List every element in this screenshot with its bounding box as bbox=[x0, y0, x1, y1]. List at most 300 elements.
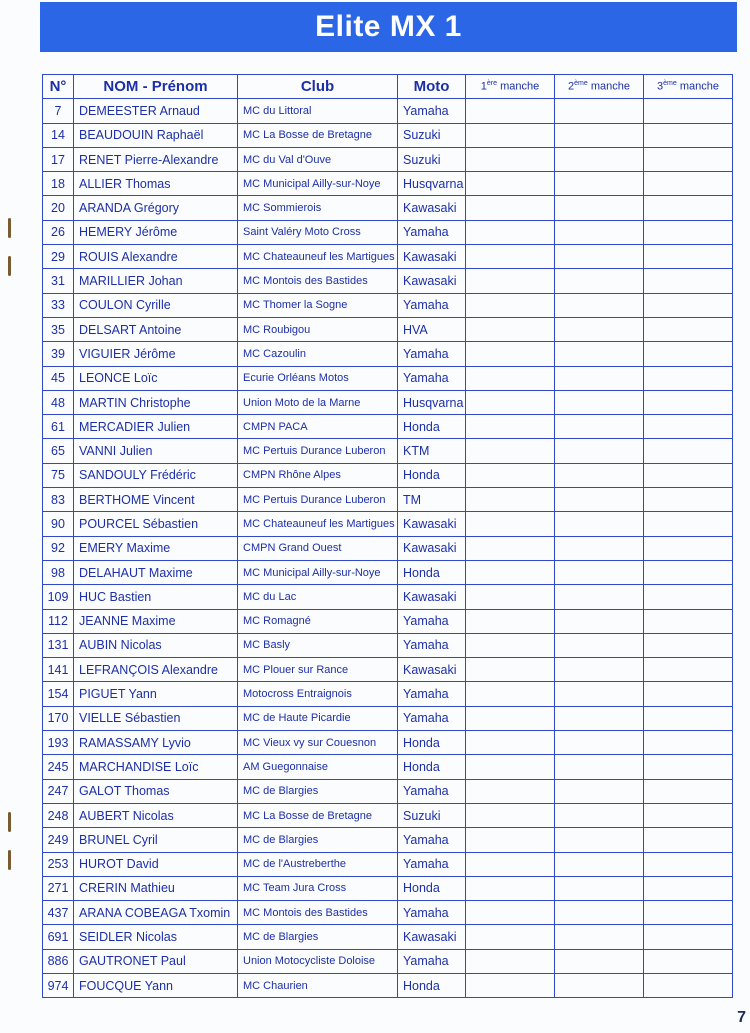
rider-moto: Yamaha bbox=[398, 682, 466, 706]
manche-3-cell bbox=[644, 245, 733, 269]
rider-number: 75 bbox=[43, 463, 74, 487]
manche-2-cell bbox=[555, 609, 644, 633]
manche-3-cell bbox=[644, 973, 733, 997]
rider-name: MERCADIER Julien bbox=[74, 415, 238, 439]
table-row bbox=[43, 317, 733, 341]
table-row bbox=[43, 973, 733, 997]
rider-name: ALLIER Thomas bbox=[74, 172, 238, 196]
rider-club: MC Chaurien bbox=[238, 973, 398, 997]
rider-moto: Kawasaki bbox=[398, 925, 466, 949]
header-number: N° bbox=[43, 75, 74, 99]
rider-moto: Husqvarna bbox=[398, 390, 466, 414]
rider-number: 7 bbox=[43, 99, 74, 123]
rider-moto: Yamaha bbox=[398, 852, 466, 876]
manche-3-cell bbox=[644, 390, 733, 414]
manche-1-cell bbox=[466, 706, 555, 730]
rider-moto: Kawasaki bbox=[398, 536, 466, 560]
manche-3-cell bbox=[644, 949, 733, 973]
rider-club: MC Chateauneuf les Martigues bbox=[238, 245, 398, 269]
table-row bbox=[43, 682, 733, 706]
binding-mark bbox=[8, 256, 11, 276]
rider-moto: Honda bbox=[398, 463, 466, 487]
manche-2-cell bbox=[555, 901, 644, 925]
manche-1-cell bbox=[466, 973, 555, 997]
manche-2-cell bbox=[555, 658, 644, 682]
manche-3-cell bbox=[644, 317, 733, 341]
manche-1-cell bbox=[466, 123, 555, 147]
manche-1-cell bbox=[466, 731, 555, 755]
rider-club: CMPN Rhône Alpes bbox=[238, 463, 398, 487]
rider-name: BEAUDOUIN Raphaël bbox=[74, 123, 238, 147]
rider-moto: Honda bbox=[398, 560, 466, 584]
manche-3-cell bbox=[644, 488, 733, 512]
rider-club: MC du Val d'Ouve bbox=[238, 147, 398, 171]
manche-1-cell bbox=[466, 901, 555, 925]
manche-2-cell bbox=[555, 269, 644, 293]
manche-3-cell bbox=[644, 342, 733, 366]
rider-moto: Yamaha bbox=[398, 633, 466, 657]
rider-name: GAUTRONET Paul bbox=[74, 949, 238, 973]
rider-number: 31 bbox=[43, 269, 74, 293]
manche-3-cell bbox=[644, 196, 733, 220]
manche-3-cell bbox=[644, 876, 733, 900]
rider-moto: Suzuki bbox=[398, 147, 466, 171]
manche-2-cell bbox=[555, 220, 644, 244]
rider-name: LEONCE Loïc bbox=[74, 366, 238, 390]
rider-moto: Yamaha bbox=[398, 342, 466, 366]
rider-name: DELSART Antoine bbox=[74, 317, 238, 341]
manche-1-cell bbox=[466, 196, 555, 220]
manche-1-cell bbox=[466, 342, 555, 366]
rider-name: VANNI Julien bbox=[74, 439, 238, 463]
rider-club: CMPN PACA bbox=[238, 415, 398, 439]
rider-number: 245 bbox=[43, 755, 74, 779]
rider-number: 48 bbox=[43, 390, 74, 414]
manche-3-cell bbox=[644, 779, 733, 803]
rider-name: BRUNEL Cyril bbox=[74, 828, 238, 852]
manche-1-cell bbox=[466, 463, 555, 487]
header-row bbox=[43, 75, 733, 99]
rider-club: CMPN Grand Ouest bbox=[238, 536, 398, 560]
manche-1-cell bbox=[466, 390, 555, 414]
table-row bbox=[43, 901, 733, 925]
rider-moto: Yamaha bbox=[398, 220, 466, 244]
manche-1-cell bbox=[466, 779, 555, 803]
rider-name: COULON Cyrille bbox=[74, 293, 238, 317]
table-row bbox=[43, 269, 733, 293]
rider-number: 691 bbox=[43, 925, 74, 949]
rider-number: 90 bbox=[43, 512, 74, 536]
manche-2-cell bbox=[555, 706, 644, 730]
table-row bbox=[43, 488, 733, 512]
rider-club: MC Vieux vy sur Couesnon bbox=[238, 731, 398, 755]
manche-3-cell bbox=[644, 463, 733, 487]
rider-name: VIGUIER Jérôme bbox=[74, 342, 238, 366]
table-row bbox=[43, 245, 733, 269]
rider-number: 109 bbox=[43, 585, 74, 609]
manche-3-cell bbox=[644, 803, 733, 827]
manche-3-cell bbox=[644, 220, 733, 244]
rider-moto: Honda bbox=[398, 876, 466, 900]
table-row bbox=[43, 439, 733, 463]
manche-2-cell bbox=[555, 755, 644, 779]
table-row bbox=[43, 828, 733, 852]
table-row bbox=[43, 147, 733, 171]
manche-3-cell bbox=[644, 512, 733, 536]
manche-2-cell bbox=[555, 99, 644, 123]
table-row bbox=[43, 633, 733, 657]
manche-2-cell bbox=[555, 731, 644, 755]
rider-club: Ecurie Orléans Motos bbox=[238, 366, 398, 390]
rider-number: 271 bbox=[43, 876, 74, 900]
manche-1-cell bbox=[466, 852, 555, 876]
manche-3-cell bbox=[644, 828, 733, 852]
rider-moto: Yamaha bbox=[398, 99, 466, 123]
rider-moto: Yamaha bbox=[398, 901, 466, 925]
rider-number: 437 bbox=[43, 901, 74, 925]
rider-club: MC La Bosse de Bretagne bbox=[238, 123, 398, 147]
table-row bbox=[43, 658, 733, 682]
table-row bbox=[43, 220, 733, 244]
manche-3-cell bbox=[644, 269, 733, 293]
entry-list-table bbox=[42, 74, 733, 998]
binding-mark bbox=[8, 218, 11, 238]
header-manche-1: 1ère manche bbox=[466, 75, 555, 99]
rider-club: MC Pertuis Durance Luberon bbox=[238, 439, 398, 463]
binding-mark bbox=[8, 812, 11, 832]
manche-1-cell bbox=[466, 949, 555, 973]
rider-club: MC Sommierois bbox=[238, 196, 398, 220]
manche-2-cell bbox=[555, 536, 644, 560]
page-number: 7 bbox=[737, 1009, 746, 1026]
rider-club: MC La Bosse de Bretagne bbox=[238, 803, 398, 827]
table-row bbox=[43, 342, 733, 366]
rider-name: DEMEESTER Arnaud bbox=[74, 99, 238, 123]
rider-number: 20 bbox=[43, 196, 74, 220]
manche-3-cell bbox=[644, 366, 733, 390]
rider-number: 33 bbox=[43, 293, 74, 317]
manche-2-cell bbox=[555, 560, 644, 584]
manche-2-cell bbox=[555, 682, 644, 706]
manche-1-cell bbox=[466, 803, 555, 827]
rider-moto: Suzuki bbox=[398, 123, 466, 147]
manche-3-cell bbox=[644, 755, 733, 779]
rider-moto: Kawasaki bbox=[398, 269, 466, 293]
rider-name: POURCEL Sébastien bbox=[74, 512, 238, 536]
table-row bbox=[43, 925, 733, 949]
page-title: Elite MX 1 bbox=[315, 10, 462, 43]
rider-club: Union Motocycliste Doloise bbox=[238, 949, 398, 973]
manche-3-cell bbox=[644, 925, 733, 949]
rider-number: 247 bbox=[43, 779, 74, 803]
rider-name: HEMERY Jérôme bbox=[74, 220, 238, 244]
rider-moto: Honda bbox=[398, 755, 466, 779]
manche-2-cell bbox=[555, 245, 644, 269]
manche-1-cell bbox=[466, 828, 555, 852]
rider-name: CRERIN Mathieu bbox=[74, 876, 238, 900]
rider-number: 14 bbox=[43, 123, 74, 147]
manche-3-cell bbox=[644, 682, 733, 706]
manche-2-cell bbox=[555, 172, 644, 196]
table-row bbox=[43, 706, 733, 730]
rider-moto: Honda bbox=[398, 731, 466, 755]
manche-1-cell bbox=[466, 925, 555, 949]
manche-1-cell bbox=[466, 172, 555, 196]
table-row bbox=[43, 536, 733, 560]
manche-1-cell bbox=[466, 512, 555, 536]
manche-2-cell bbox=[555, 293, 644, 317]
table-row bbox=[43, 415, 733, 439]
rider-number: 170 bbox=[43, 706, 74, 730]
rider-number: 154 bbox=[43, 682, 74, 706]
manche-3-cell bbox=[644, 147, 733, 171]
binding-mark bbox=[8, 850, 11, 870]
rider-club: AM Guegonnaise bbox=[238, 755, 398, 779]
manche-3-cell bbox=[644, 633, 733, 657]
table-row bbox=[43, 731, 733, 755]
manche-2-cell bbox=[555, 828, 644, 852]
rider-club: MC Cazoulin bbox=[238, 342, 398, 366]
rider-number: 253 bbox=[43, 852, 74, 876]
manche-1-cell bbox=[466, 293, 555, 317]
rider-name: AUBERT Nicolas bbox=[74, 803, 238, 827]
manche-3-cell bbox=[644, 439, 733, 463]
manche-3-cell bbox=[644, 415, 733, 439]
rider-moto: Kawasaki bbox=[398, 196, 466, 220]
manche-2-cell bbox=[555, 415, 644, 439]
table-row bbox=[43, 803, 733, 827]
rider-club: MC Municipal Ailly-sur-Noye bbox=[238, 560, 398, 584]
manche-1-cell bbox=[466, 755, 555, 779]
manche-2-cell bbox=[555, 342, 644, 366]
rider-club: MC du Littoral bbox=[238, 99, 398, 123]
rider-name: MARTIN Christophe bbox=[74, 390, 238, 414]
manche-3-cell bbox=[644, 99, 733, 123]
rider-club: Motocross Entraignois bbox=[238, 682, 398, 706]
header-name: NOM - Prénom bbox=[74, 75, 238, 99]
rider-number: 112 bbox=[43, 609, 74, 633]
manche-2-cell bbox=[555, 803, 644, 827]
manche-3-cell bbox=[644, 706, 733, 730]
rider-moto: Yamaha bbox=[398, 828, 466, 852]
manche-3-cell bbox=[644, 731, 733, 755]
rider-number: 29 bbox=[43, 245, 74, 269]
rider-name: ARANA COBEAGA Txomin bbox=[74, 901, 238, 925]
table-row bbox=[43, 463, 733, 487]
table-row bbox=[43, 876, 733, 900]
rider-moto: KTM bbox=[398, 439, 466, 463]
rider-club: Union Moto de la Marne bbox=[238, 390, 398, 414]
rider-moto: Suzuki bbox=[398, 803, 466, 827]
table-row bbox=[43, 609, 733, 633]
rider-moto: Yamaha bbox=[398, 706, 466, 730]
rider-number: 39 bbox=[43, 342, 74, 366]
rider-name: LEFRANÇOIS Alexandre bbox=[74, 658, 238, 682]
rider-name: JEANNE Maxime bbox=[74, 609, 238, 633]
manche-1-cell bbox=[466, 488, 555, 512]
manche-1-cell bbox=[466, 536, 555, 560]
manche-3-cell bbox=[644, 658, 733, 682]
rider-club: MC Basly bbox=[238, 633, 398, 657]
rider-moto: Honda bbox=[398, 973, 466, 997]
rider-name: RAMASSAMY Lyvio bbox=[74, 731, 238, 755]
manche-3-cell bbox=[644, 585, 733, 609]
rider-club: MC Romagné bbox=[238, 609, 398, 633]
manche-2-cell bbox=[555, 585, 644, 609]
title-banner bbox=[40, 2, 737, 52]
table-row bbox=[43, 779, 733, 803]
manche-2-cell bbox=[555, 390, 644, 414]
rider-moto: Honda bbox=[398, 415, 466, 439]
manche-1-cell bbox=[466, 609, 555, 633]
rider-name: HUC Bastien bbox=[74, 585, 238, 609]
manche-2-cell bbox=[555, 876, 644, 900]
rider-name: MARILLIER Johan bbox=[74, 269, 238, 293]
table-row bbox=[43, 755, 733, 779]
manche-1-cell bbox=[466, 633, 555, 657]
table-row bbox=[43, 560, 733, 584]
rider-club: MC Pertuis Durance Luberon bbox=[238, 488, 398, 512]
rider-club: MC Team Jura Cross bbox=[238, 876, 398, 900]
manche-2-cell bbox=[555, 925, 644, 949]
rider-number: 18 bbox=[43, 172, 74, 196]
manche-1-cell bbox=[466, 147, 555, 171]
table-row bbox=[43, 390, 733, 414]
rider-moto: Yamaha bbox=[398, 949, 466, 973]
manche-2-cell bbox=[555, 779, 644, 803]
rider-club: MC de l'Austreberthe bbox=[238, 852, 398, 876]
manche-1-cell bbox=[466, 366, 555, 390]
rider-name: GALOT Thomas bbox=[74, 779, 238, 803]
rider-club: MC de Blargies bbox=[238, 779, 398, 803]
rider-moto: Kawasaki bbox=[398, 585, 466, 609]
table-row bbox=[43, 99, 733, 123]
rider-name: BERTHOME Vincent bbox=[74, 488, 238, 512]
manche-2-cell bbox=[555, 123, 644, 147]
manche-1-cell bbox=[466, 245, 555, 269]
rider-name: AUBIN Nicolas bbox=[74, 633, 238, 657]
rider-name: FOUCQUE Yann bbox=[74, 973, 238, 997]
rider-club: MC de Haute Picardie bbox=[238, 706, 398, 730]
rider-moto: Yamaha bbox=[398, 366, 466, 390]
rider-club: MC du Lac bbox=[238, 585, 398, 609]
rider-number: 26 bbox=[43, 220, 74, 244]
rider-club: Saint Valéry Moto Cross bbox=[238, 220, 398, 244]
manche-3-cell bbox=[644, 852, 733, 876]
manche-1-cell bbox=[466, 585, 555, 609]
rider-club: MC Plouer sur Rance bbox=[238, 658, 398, 682]
manche-2-cell bbox=[555, 488, 644, 512]
manche-1-cell bbox=[466, 560, 555, 584]
header-manche-3: 3ème manche bbox=[644, 75, 733, 99]
rider-number: 92 bbox=[43, 536, 74, 560]
table-row bbox=[43, 852, 733, 876]
rider-club: MC Thomer la Sogne bbox=[238, 293, 398, 317]
rider-name: EMERY Maxime bbox=[74, 536, 238, 560]
rider-moto: Kawasaki bbox=[398, 245, 466, 269]
manche-3-cell bbox=[644, 560, 733, 584]
manche-3-cell bbox=[644, 536, 733, 560]
manche-2-cell bbox=[555, 852, 644, 876]
rider-number: 65 bbox=[43, 439, 74, 463]
manche-1-cell bbox=[466, 220, 555, 244]
table-row bbox=[43, 293, 733, 317]
rider-moto: Yamaha bbox=[398, 779, 466, 803]
rider-number: 98 bbox=[43, 560, 74, 584]
manche-2-cell bbox=[555, 463, 644, 487]
table-row bbox=[43, 123, 733, 147]
rider-moto: TM bbox=[398, 488, 466, 512]
rider-number: 35 bbox=[43, 317, 74, 341]
rider-name: HUROT David bbox=[74, 852, 238, 876]
manche-1-cell bbox=[466, 439, 555, 463]
rider-moto: Husqvarna bbox=[398, 172, 466, 196]
rider-moto: Kawasaki bbox=[398, 512, 466, 536]
rider-moto: Yamaha bbox=[398, 293, 466, 317]
rider-club: MC Montois des Bastides bbox=[238, 901, 398, 925]
manche-1-cell bbox=[466, 99, 555, 123]
table-row bbox=[43, 949, 733, 973]
manche-2-cell bbox=[555, 633, 644, 657]
rider-number: 249 bbox=[43, 828, 74, 852]
manche-3-cell bbox=[644, 293, 733, 317]
rider-number: 17 bbox=[43, 147, 74, 171]
rider-club: MC Roubigou bbox=[238, 317, 398, 341]
manche-1-cell bbox=[466, 682, 555, 706]
rider-club: MC de Blargies bbox=[238, 828, 398, 852]
table-row bbox=[43, 512, 733, 536]
table-row bbox=[43, 172, 733, 196]
rider-club: MC de Blargies bbox=[238, 925, 398, 949]
header-club: Club bbox=[238, 75, 398, 99]
rider-number: 886 bbox=[43, 949, 74, 973]
rider-name: PIGUET Yann bbox=[74, 682, 238, 706]
manche-1-cell bbox=[466, 658, 555, 682]
header-moto: Moto bbox=[398, 75, 466, 99]
manche-1-cell bbox=[466, 415, 555, 439]
rider-name: MARCHANDISE Loïc bbox=[74, 755, 238, 779]
rider-name: RENET Pierre-Alexandre bbox=[74, 147, 238, 171]
manche-2-cell bbox=[555, 512, 644, 536]
manche-3-cell bbox=[644, 123, 733, 147]
manche-2-cell bbox=[555, 973, 644, 997]
rider-number: 83 bbox=[43, 488, 74, 512]
manche-3-cell bbox=[644, 609, 733, 633]
rider-number: 248 bbox=[43, 803, 74, 827]
manche-2-cell bbox=[555, 317, 644, 341]
header-manche-2: 2ème manche bbox=[555, 75, 644, 99]
manche-2-cell bbox=[555, 949, 644, 973]
manche-2-cell bbox=[555, 366, 644, 390]
manche-3-cell bbox=[644, 172, 733, 196]
rider-moto: Yamaha bbox=[398, 609, 466, 633]
manche-2-cell bbox=[555, 147, 644, 171]
rider-club: MC Municipal Ailly-sur-Noye bbox=[238, 172, 398, 196]
rider-club: MC Montois des Bastides bbox=[238, 269, 398, 293]
manche-1-cell bbox=[466, 269, 555, 293]
table-row bbox=[43, 196, 733, 220]
manche-2-cell bbox=[555, 439, 644, 463]
rider-name: ARANDA Grégory bbox=[74, 196, 238, 220]
table-row bbox=[43, 366, 733, 390]
rider-club: MC Chateauneuf les Martigues bbox=[238, 512, 398, 536]
rider-number: 61 bbox=[43, 415, 74, 439]
rider-number: 45 bbox=[43, 366, 74, 390]
rider-number: 193 bbox=[43, 731, 74, 755]
rider-name: VIELLE Sébastien bbox=[74, 706, 238, 730]
table-row bbox=[43, 585, 733, 609]
rider-name: DELAHAUT Maxime bbox=[74, 560, 238, 584]
